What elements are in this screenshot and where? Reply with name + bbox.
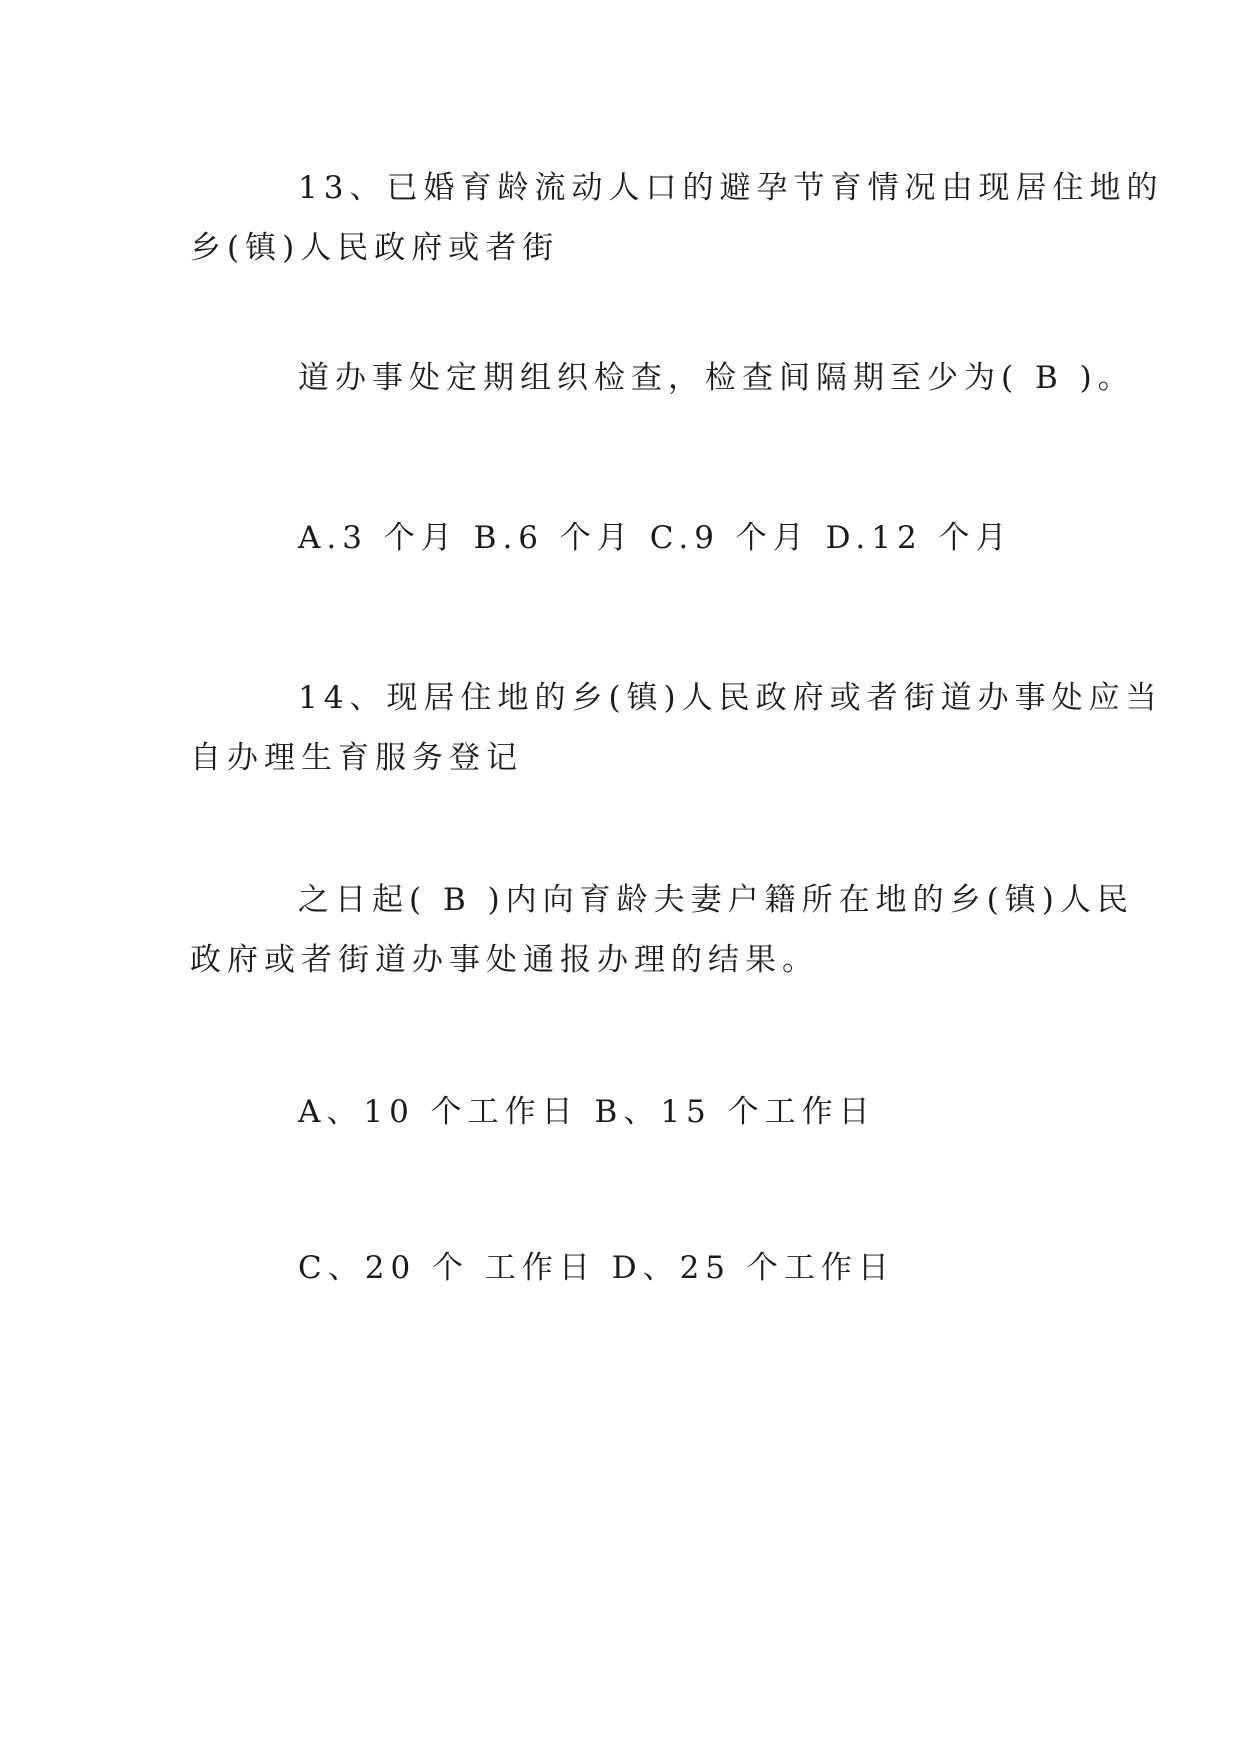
question-14-line-4: 政府或者街道办事处通报办理的结果。 — [190, 942, 819, 978]
question-13-options-text: A.3 个月 B.6 个月 C.9 个月 D.12 个月 — [298, 520, 1013, 556]
question-13-stem — [190, 158, 1164, 278]
question-14-options-ab-text: A、10 个工作日 B、15 个工作日 — [298, 1094, 876, 1130]
question-13-continuation — [190, 348, 1135, 408]
question-13-line-2: 乡(镇)人民政府或者街 — [190, 230, 560, 266]
question-13-line-3: 道办事处定期组织检查，检查间隔期至少为( B )。 — [298, 360, 1135, 396]
question-14-line-1: 14、现居住地的乡(镇)人民政府或者街道办事处应当 — [298, 680, 1163, 716]
question-14-options-cd — [190, 1238, 1050, 1298]
question-14-stem — [190, 668, 1163, 788]
question-14-line-3: 之日起( B )内向育龄夫妻户籍所在地的乡(镇)人民 — [298, 882, 1134, 918]
question-13-options — [190, 508, 1050, 568]
question-14-continuation — [190, 870, 1134, 990]
question-14-line-2: 自办理生育服务登记 — [190, 740, 523, 776]
question-14-options-ab — [190, 1082, 1050, 1142]
question-14-options-cd-text: C、20 个 工作日 D、25 个工作日 — [298, 1250, 895, 1286]
question-13-line-1: 13、已婚育龄流动人口的避孕节育情况由现居住地的 — [298, 170, 1164, 206]
